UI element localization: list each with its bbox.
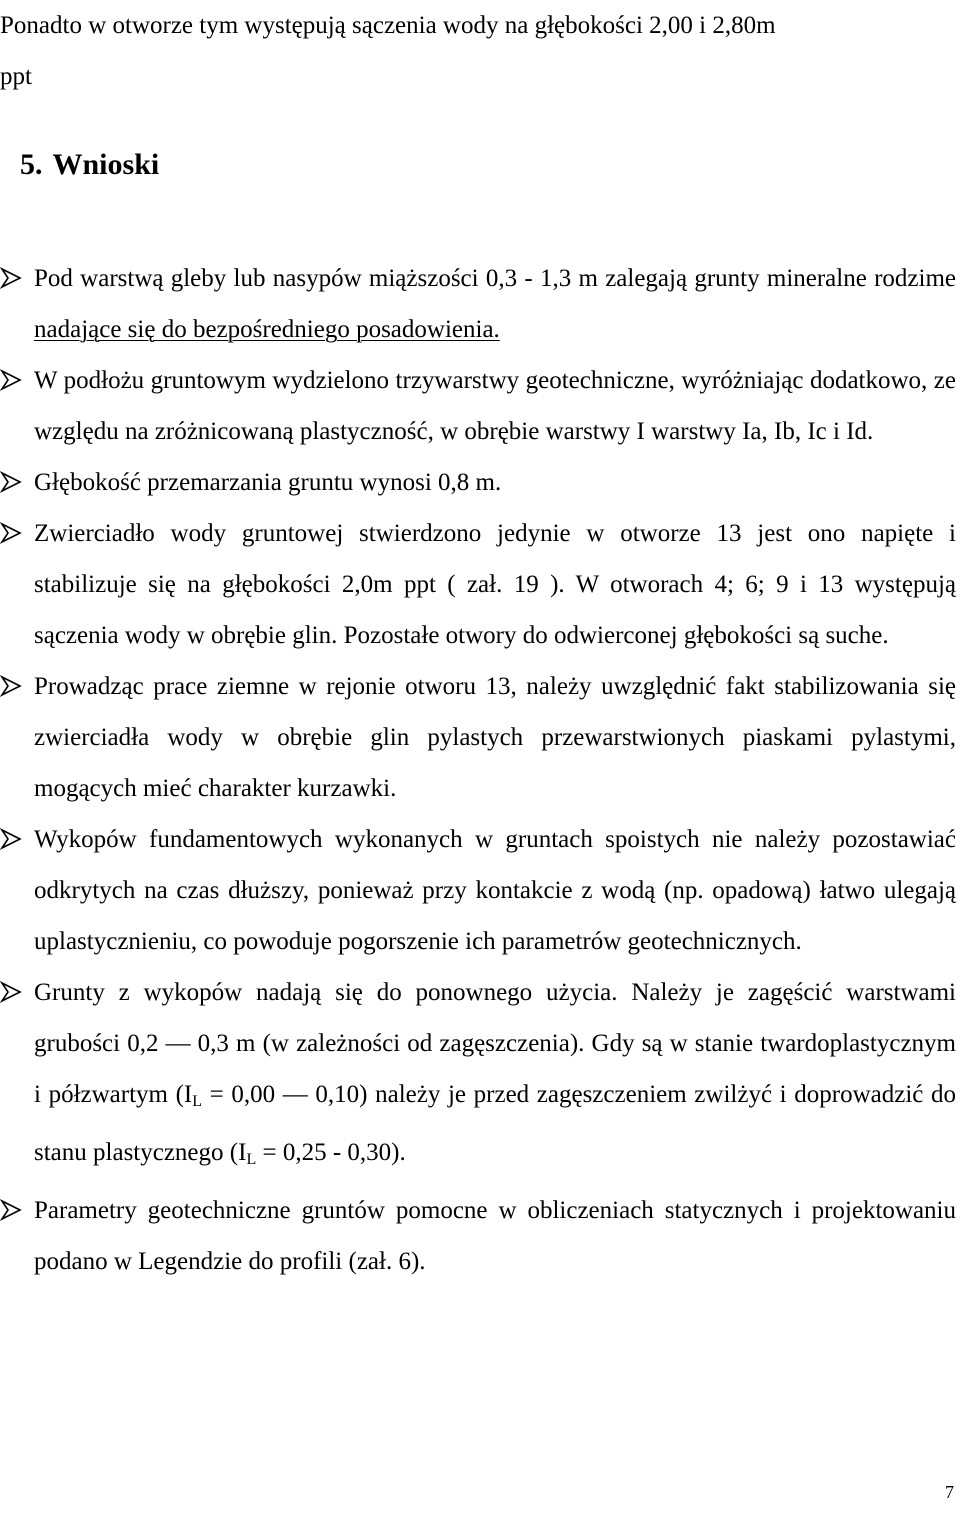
list-item	[0, 355, 956, 457]
conclusions-list	[0, 253, 956, 1287]
list-item-text: Pod warstwą gleby lub nasypów miąższości 0,3 - 1,3 m zalegają grunty mineralne rodzime	[34, 265, 956, 292]
page-number: 7	[945, 1482, 954, 1502]
list-item	[0, 661, 956, 814]
section-heading	[20, 140, 159, 190]
list-item	[0, 253, 956, 355]
section-number: 5.	[20, 148, 43, 181]
arrowhead-bullet-icon	[0, 267, 22, 289]
list-item-text: = 0,25 - 0,30).	[256, 1139, 406, 1166]
list-item-text: Prowadząc prace ziemne w rejonie otworu 13, należy uwzględnić fakt stabilizowania się zwierciadła wody w obrębie glin pylastych przewarstwionych piaskami pylastymi, mogących mieć charakter kurzawki.	[34, 673, 956, 802]
list-item-text: Głębokość przemarzania gruntu wynosi 0,8 m.	[34, 469, 502, 496]
list-item	[0, 967, 956, 1185]
underlined-text: nadające się do bezpośredniego posadowienia.	[34, 316, 500, 343]
arrowhead-bullet-icon	[0, 369, 22, 391]
section-title: Wnioski	[52, 148, 160, 181]
list-item	[0, 1185, 956, 1287]
list-item	[0, 814, 956, 967]
intro-paragraph	[0, 0, 925, 102]
list-item-text: Parametry geotechniczne gruntów pomocne w obliczeniach statycznych i projektowaniu podano w Legendzie do profili (zał. 6).	[34, 1197, 956, 1275]
arrowhead-bullet-icon	[0, 1199, 22, 1221]
subscript-l: L	[192, 1093, 203, 1110]
list-item-text: Wykopów fundamentowych wykonanych w gruntach spoistych nie należy pozostawiać odkrytych na czas dłuższy, ponieważ przy kontakcie z wodą (np. opadową) łatwo ulegają uplastycznieniu, co powoduje pogorszenie ich parametrów geotechnicznych.	[34, 826, 956, 955]
arrowhead-bullet-icon	[0, 471, 22, 493]
intro-line-1: Ponadto w otworze tym występują sączenia wody na głębokości 2,00 i 2,80m	[0, 12, 776, 39]
arrowhead-bullet-icon	[0, 828, 22, 850]
list-item	[0, 508, 956, 661]
list-item-text: W podłożu gruntowym wydzielono trzywarstwy geotechniczne, wyróżniając dodatkowo, ze względu na zróżnicowaną plastyczność, w obrębie warstwy I warstwy Ia, Ib, Ic i Id.	[34, 367, 956, 445]
arrowhead-bullet-icon	[0, 675, 22, 697]
list-item-text: = 0,00 — 0,10) należy je przed zagęszczeniem zwilżyć i doprowadzić do stanu plastycznego (I	[34, 1081, 956, 1166]
list-item-text: Zwierciadło wody gruntowej stwierdzono jedynie w otworze 13 jest ono napięte i stabilizuje się na głębokości 2,0m ppt ( zał. 19 ). W otworach 4; 6; 9 i 13 występują sączenia wody w obrębie glin. Pozostałe otwory do odwierconej głębokości są suche.	[34, 520, 956, 649]
arrowhead-bullet-icon	[0, 522, 22, 544]
subscript-l: L	[246, 1151, 257, 1168]
list-item	[0, 457, 956, 508]
list-item-text: Grunty z wykopów nadają się do ponownego użycia. Należy je zagęścić warstwami grubości 0,2 — 0,3 m (w zależności od zagęszczenia). Gdy są w stanie twardoplastycznym i półzwartym (I	[34, 979, 956, 1108]
intro-line-2: ppt	[0, 63, 32, 90]
arrowhead-bullet-icon	[0, 981, 22, 1003]
